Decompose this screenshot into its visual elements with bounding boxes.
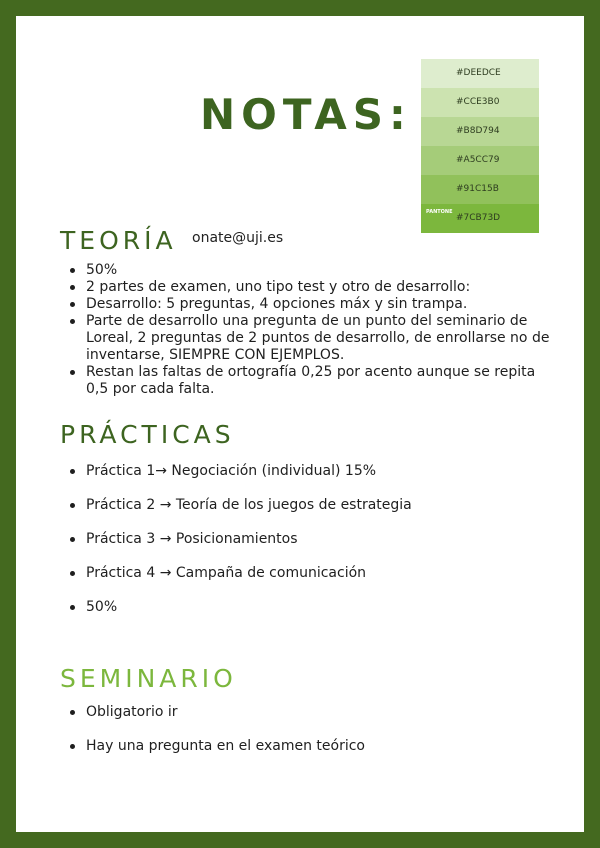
list-item bbox=[70, 296, 550, 313]
list-item bbox=[70, 364, 550, 398]
list-item bbox=[70, 738, 550, 755]
frame-border-top bbox=[0, 0, 600, 16]
list-item-text: Desarrollo: 5 preguntas, 4 opciones máx y sin trampa. bbox=[86, 296, 468, 312]
page-title: NOTAS: bbox=[200, 90, 412, 139]
swatch-5 bbox=[421, 175, 539, 204]
list-item-text: Práctica 4 → Campaña de comunicación bbox=[86, 565, 367, 581]
list-item-text: Obligatorio ir bbox=[86, 704, 178, 720]
list-item bbox=[70, 497, 550, 514]
list-item-text: Hay una pregunta en el examen teórico bbox=[86, 738, 365, 754]
swatch-2 bbox=[421, 88, 539, 117]
seminario-list bbox=[70, 704, 550, 772]
pantone-logo: PANTONE bbox=[426, 209, 453, 215]
bullet-icon bbox=[70, 469, 75, 474]
seminario-heading: SEMINARIO bbox=[60, 664, 237, 693]
swatch-6 bbox=[421, 204, 539, 233]
swatch-3 bbox=[421, 117, 539, 146]
swatch-4 bbox=[421, 146, 539, 175]
practicas-list bbox=[70, 463, 550, 633]
swatch-1 bbox=[421, 59, 539, 88]
swatch-code: #7CB73D bbox=[456, 213, 501, 223]
list-item-text: 2 partes de examen, uno tipo test y otro de desarrollo: bbox=[86, 279, 471, 295]
list-item bbox=[70, 463, 550, 480]
bullet-icon bbox=[70, 302, 75, 307]
list-item bbox=[70, 262, 550, 279]
bullet-icon bbox=[70, 605, 75, 610]
list-item-text: Práctica 2 → Teoría de los juegos de estrategia bbox=[86, 497, 412, 513]
list-item bbox=[70, 313, 550, 364]
bullet-icon bbox=[70, 285, 75, 290]
bullet-icon bbox=[70, 710, 75, 715]
swatch-code: #91C15B bbox=[456, 184, 499, 194]
color-palette bbox=[421, 59, 539, 233]
list-item bbox=[70, 599, 550, 616]
swatch-code: #CCE3B0 bbox=[456, 97, 500, 107]
contact-email: onate@uji.es bbox=[192, 230, 284, 246]
bullet-icon bbox=[70, 744, 75, 749]
teoria-heading: TEORÍA bbox=[60, 226, 177, 255]
frame-border-right bbox=[584, 0, 600, 848]
bullet-icon bbox=[70, 370, 75, 375]
list-item-text: Restan las faltas de ortografía 0,25 por acento aunque se repita 0,5 por cada falta. bbox=[86, 364, 536, 397]
frame-border-left bbox=[0, 0, 16, 848]
bullet-icon bbox=[70, 268, 75, 273]
list-item-text: Parte de desarrollo una pregunta de un punto del seminario de Loreal, 2 preguntas de 2 puntos de desarrollo, de enrollarse no de inventarse, SIEMPRE CON EJEMPLOS. bbox=[86, 313, 550, 363]
practicas-heading: PRÁCTICAS bbox=[60, 420, 235, 449]
list-item bbox=[70, 704, 550, 721]
bullet-icon bbox=[70, 319, 75, 324]
frame-border-bottom bbox=[0, 832, 600, 848]
teoria-list bbox=[70, 262, 550, 398]
list-item-text: Práctica 3 → Posicionamientos bbox=[86, 531, 298, 547]
bullet-icon bbox=[70, 571, 75, 576]
list-item bbox=[70, 279, 550, 296]
list-item bbox=[70, 565, 550, 582]
swatch-code: #B8D794 bbox=[456, 126, 500, 136]
list-item bbox=[70, 531, 550, 548]
bullet-icon bbox=[70, 537, 75, 542]
list-item-text: 50% bbox=[86, 599, 118, 615]
bullet-icon bbox=[70, 503, 75, 508]
list-item-text: Práctica 1→ Negociación (individual) 15% bbox=[86, 463, 377, 479]
swatch-code: #A5CC79 bbox=[456, 155, 500, 165]
swatch-code: #DEEDCE bbox=[456, 68, 501, 78]
list-item-text: 50% bbox=[86, 262, 118, 278]
